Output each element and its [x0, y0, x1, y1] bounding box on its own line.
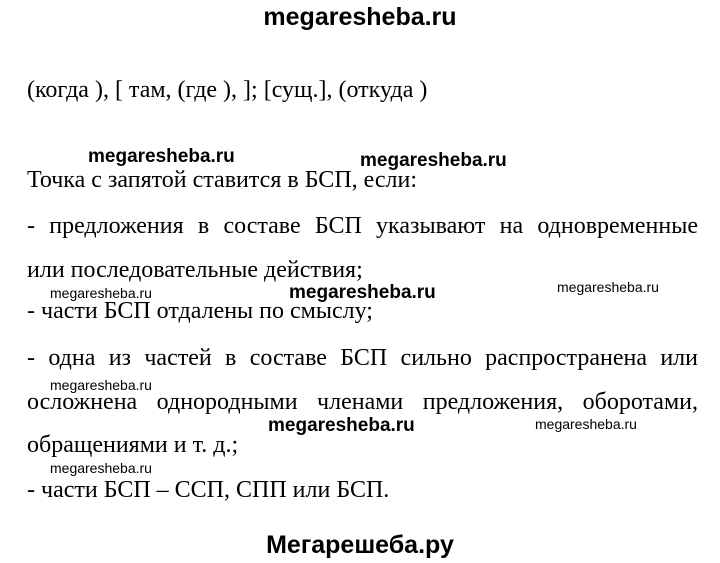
watermark: megaresheba.ru	[268, 415, 415, 436]
rule-item-1-line-1: - предложения в составе БСП указывают на одновременные	[27, 213, 698, 239]
header-watermark: megaresheba.ru	[263, 3, 457, 31]
watermark: megaresheba.ru	[88, 146, 235, 167]
watermark: megaresheba.ru	[50, 285, 152, 301]
rule-item-2: - части БСП отдалены по смыслу;	[27, 298, 373, 324]
watermark: megaresheba.ru	[557, 279, 659, 295]
watermark: megaresheba.ru	[535, 416, 637, 432]
rule-item-3-line-1: - одна из частей в составе БСП сильно распространена или	[27, 345, 698, 371]
watermark: megaresheba.ru	[50, 460, 152, 476]
watermark: megaresheba.ru	[360, 150, 507, 171]
rule-item-3-line-2: осложнена однородными членами предложения, оборотами,	[27, 389, 698, 415]
footer-watermark: Мегарешеба.ру	[266, 531, 454, 559]
sentence-scheme: (когда ), [ там, (где ), ]; [сущ.], (откуда )	[27, 77, 428, 103]
rule-intro: Точка с запятой ставится в БСП, если:	[27, 167, 418, 193]
rule-item-1-line-2: или последовательные действия;	[27, 257, 363, 283]
rule-item-3-line-3: обращениями и т. д.;	[27, 432, 239, 458]
watermark: megaresheba.ru	[50, 377, 152, 393]
rule-item-4: - части БСП – ССП, СПП или БСП.	[27, 477, 390, 503]
watermark: megaresheba.ru	[289, 282, 436, 303]
